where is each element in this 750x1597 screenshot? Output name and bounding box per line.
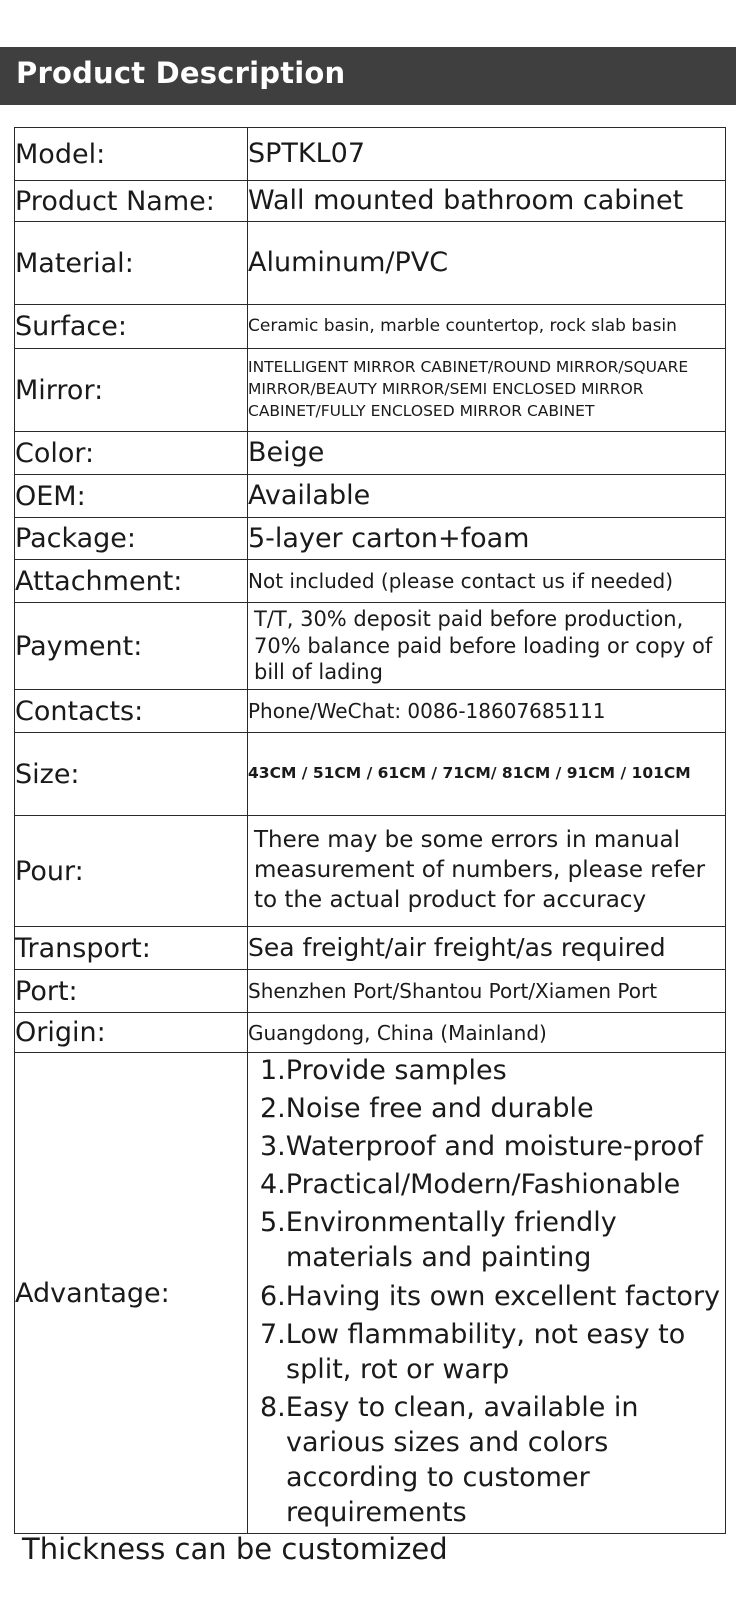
row-model xyxy=(15,128,726,181)
label-product-name: Product Name: xyxy=(15,181,248,222)
row-contacts xyxy=(15,690,726,733)
row-advantage xyxy=(15,1053,726,1534)
row-transport xyxy=(15,927,726,970)
label-material: Material: xyxy=(15,222,248,305)
value-oem: Available xyxy=(248,475,726,518)
label-port: Port: xyxy=(15,970,248,1013)
label-origin: Origin: xyxy=(15,1013,248,1053)
section-header xyxy=(0,47,736,105)
advantage-item: 4.Practical/Modern/Fashionable xyxy=(260,1169,681,1201)
advantage-item: 7.Low flammability, not easy to split, rot or warp xyxy=(260,1318,686,1385)
row-mirror xyxy=(15,349,726,432)
label-oem: OEM: xyxy=(15,475,248,518)
label-surface: Surface: xyxy=(15,305,248,349)
spec-table xyxy=(14,127,726,1534)
value-product-name: Wall mounted bathroom cabinet xyxy=(248,181,726,222)
value-color: Beige xyxy=(248,432,726,475)
row-port xyxy=(15,970,726,1013)
advantage-item: 3.Waterproof and moisture-proof xyxy=(260,1131,703,1163)
label-advantage: Advantage: xyxy=(15,1053,248,1534)
value-material: Aluminum/PVC xyxy=(248,222,726,305)
advantage-item: 5.Environmentally friendly materials and painting xyxy=(260,1207,617,1274)
label-color: Color: xyxy=(15,432,248,475)
label-transport: Transport: xyxy=(15,927,248,970)
value-surface: Ceramic basin, marble countertop, rock slab basin xyxy=(248,305,726,349)
label-model: Model: xyxy=(15,128,248,181)
row-surface xyxy=(15,305,726,349)
row-attachment xyxy=(15,560,726,603)
value-package: 5-layer carton+foam xyxy=(248,518,726,560)
value-payment: T/T, 30% deposit paid before production, 70% balance paid before loading or copy of bill of lading xyxy=(248,603,726,690)
advantage-item: 2.Noise free and durable xyxy=(260,1093,594,1125)
section-title: Product Description xyxy=(16,56,346,90)
value-model: SPTKL07 xyxy=(248,128,726,181)
label-package: Package: xyxy=(15,518,248,560)
row-size xyxy=(15,733,726,816)
value-pour: There may be some errors in manual measurement of numbers, please refer to the actual product for accuracy xyxy=(248,816,726,927)
advantage-item: 1.Provide samples xyxy=(260,1055,507,1086)
value-mirror: INTELLIGENT MIRROR CABINET/ROUND MIRROR/SQUARE MIRROR/BEAUTY MIRROR/SEMI ENCLOSED MIRROR CABINET/FULLY ENCLOSED MIRROR CABINET xyxy=(248,349,726,432)
advantage-item: 6.Having its own excellent factory xyxy=(260,1280,721,1312)
label-payment: Payment: xyxy=(15,603,248,690)
row-package xyxy=(15,518,726,560)
row-oem xyxy=(15,475,726,518)
label-attachment: Attachment: xyxy=(15,560,248,603)
row-payment xyxy=(15,603,726,690)
value-contacts: Phone/WeChat: 0086-18607685111 xyxy=(248,690,726,733)
row-color xyxy=(15,432,726,475)
row-material xyxy=(15,222,726,305)
row-pour xyxy=(15,816,726,927)
row-origin xyxy=(15,1013,726,1053)
value-port: Shenzhen Port/Shantou Port/Xiamen Port xyxy=(248,970,726,1013)
advantage-list-cell xyxy=(248,1053,726,1534)
label-contacts: Contacts: xyxy=(15,690,248,733)
row-product-name xyxy=(15,181,726,222)
label-pour: Pour: xyxy=(15,816,248,927)
advantage-item: 8.Easy to clean, available in various sizes and colors according to customer requirements xyxy=(260,1391,639,1529)
value-attachment: Not included (please contact us if needed) xyxy=(248,560,726,603)
value-size: 43CM / 51CM / 61CM / 71CM/ 81CM / 91CM / 101CM xyxy=(248,733,726,816)
advantage-list xyxy=(248,1053,725,1530)
value-origin: Guangdong, China (Mainland) xyxy=(248,1013,726,1053)
value-transport: Sea freight/air freight/as required xyxy=(248,927,726,970)
label-size: Size: xyxy=(15,733,248,816)
label-mirror: Mirror: xyxy=(15,349,248,432)
thickness-note: Thickness can be customized xyxy=(22,1532,448,1566)
